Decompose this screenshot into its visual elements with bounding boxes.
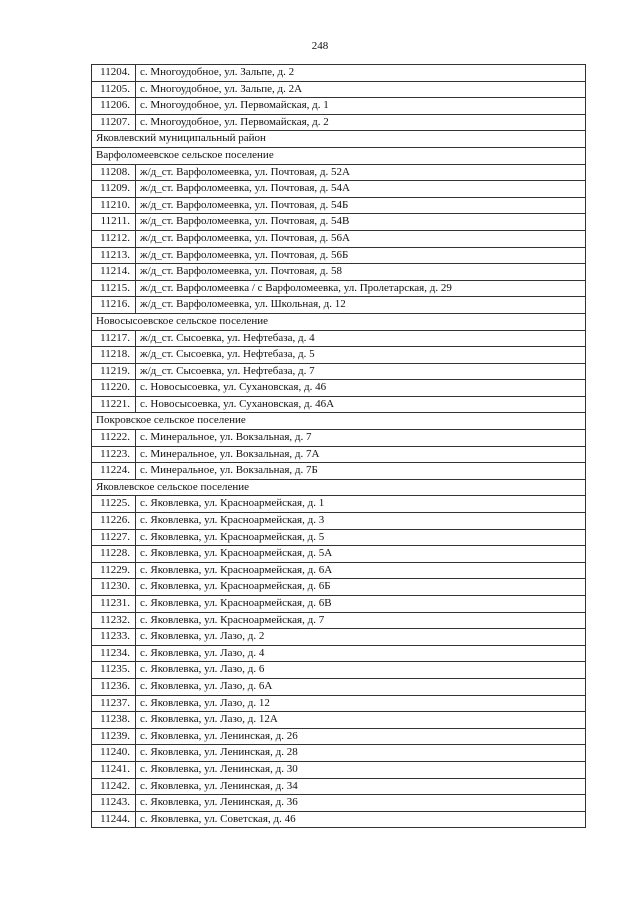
row-number: 11230. — [92, 579, 136, 596]
row-number: 11210. — [92, 197, 136, 214]
row-number: 11220. — [92, 380, 136, 397]
row-address: с. Яковлевка, ул. Красноармейская, д. 7 — [136, 612, 586, 629]
row-number: 11224. — [92, 463, 136, 480]
row-number: 11206. — [92, 98, 136, 115]
table-row — [92, 712, 586, 729]
row-number: 11211. — [92, 214, 136, 231]
row-address: с. Яковлевка, ул. Лазо, д. 12А — [136, 712, 586, 729]
row-address: с. Яковлевка, ул. Красноармейская, д. 6А — [136, 562, 586, 579]
row-number: 11238. — [92, 712, 136, 729]
table-row — [92, 695, 586, 712]
row-address: ж/д_ст. Варфоломеевка, ул. Школьная, д. 12 — [136, 297, 586, 314]
section-header: Яковлевское сельское поселение — [92, 479, 586, 496]
row-number: 11218. — [92, 347, 136, 364]
table-row — [92, 230, 586, 247]
row-address: ж/д_ст. Варфоломеевка, ул. Почтовая, д. 54А — [136, 181, 586, 198]
row-number: 11205. — [92, 81, 136, 98]
row-number: 11208. — [92, 164, 136, 181]
row-address: с. Новосысоевка, ул. Сухановская, д. 46 — [136, 380, 586, 397]
row-address: с. Яковлевка, ул. Красноармейская, д. 5А — [136, 546, 586, 563]
row-address: с. Многоудобное, ул. Зальпе, д. 2А — [136, 81, 586, 98]
row-address: с. Яковлевка, ул. Лазо, д. 6А — [136, 678, 586, 695]
row-address: с. Минеральное, ул. Вокзальная, д. 7 — [136, 430, 586, 447]
row-address: с. Яковлевка, ул. Красноармейская, д. 1 — [136, 496, 586, 513]
row-number: 11235. — [92, 662, 136, 679]
table-row — [92, 297, 586, 314]
row-address: с. Многоудобное, ул. Первомайская, д. 1 — [136, 98, 586, 115]
row-address: с. Яковлевка, ул. Лазо, д. 4 — [136, 645, 586, 662]
table-row — [92, 529, 586, 546]
row-number: 11213. — [92, 247, 136, 264]
section-header: Покровское сельское поселение — [92, 413, 586, 430]
row-number: 11244. — [92, 811, 136, 828]
row-address: с. Яковлевка, ул. Ленинская, д. 34 — [136, 778, 586, 795]
table-row — [92, 396, 586, 413]
row-address: ж/д_ст. Варфоломеевка, ул. Почтовая, д. 54В — [136, 214, 586, 231]
row-number: 11222. — [92, 430, 136, 447]
section-header-row — [92, 313, 586, 330]
row-address: с. Яковлевка, ул. Красноармейская, д. 6В — [136, 596, 586, 613]
table-row — [92, 678, 586, 695]
table-row — [92, 645, 586, 662]
table-row — [92, 380, 586, 397]
row-number: 11204. — [92, 65, 136, 82]
row-address: ж/д_ст. Варфоломеевка, ул. Почтовая, д. 52А — [136, 164, 586, 181]
table-row — [92, 496, 586, 513]
row-address: ж/д_ст. Сысоевка, ул. Нефтебаза, д. 4 — [136, 330, 586, 347]
section-header-row — [92, 413, 586, 430]
table-row — [92, 98, 586, 115]
section-header: Новосысоевское сельское поселение — [92, 313, 586, 330]
row-address: с. Яковлевка, ул. Ленинская, д. 30 — [136, 761, 586, 778]
row-number: 11227. — [92, 529, 136, 546]
row-number: 11221. — [92, 396, 136, 413]
row-number: 11223. — [92, 446, 136, 463]
row-number: 11215. — [92, 280, 136, 297]
row-address: с. Минеральное, ул. Вокзальная, д. 7Б — [136, 463, 586, 480]
row-address: с. Яковлевка, ул. Лазо, д. 12 — [136, 695, 586, 712]
row-number: 11234. — [92, 645, 136, 662]
row-address: ж/д_ст. Сысоевка, ул. Нефтебаза, д. 7 — [136, 363, 586, 380]
row-address: с. Яковлевка, ул. Ленинская, д. 28 — [136, 745, 586, 762]
row-number: 11243. — [92, 795, 136, 812]
table-row — [92, 114, 586, 131]
row-number: 11207. — [92, 114, 136, 131]
row-address: с. Яковлевка, ул. Лазо, д. 6 — [136, 662, 586, 679]
row-number: 11240. — [92, 745, 136, 762]
table-row — [92, 811, 586, 828]
section-header: Яковлевский муниципальный район — [92, 131, 586, 148]
row-number: 11236. — [92, 678, 136, 695]
table-row — [92, 197, 586, 214]
table-row — [92, 247, 586, 264]
row-address: с. Яковлевка, ул. Красноармейская, д. 5 — [136, 529, 586, 546]
table-row — [92, 214, 586, 231]
row-number: 11216. — [92, 297, 136, 314]
row-address: с. Яковлевка, ул. Ленинская, д. 36 — [136, 795, 586, 812]
row-address: ж/д_ст. Варфоломеевка, ул. Почтовая, д. 56А — [136, 230, 586, 247]
row-number: 11214. — [92, 264, 136, 281]
row-number: 11217. — [92, 330, 136, 347]
table-row — [92, 778, 586, 795]
table-row — [92, 330, 586, 347]
row-address: ж/д_ст. Варфоломеевка, ул. Почтовая, д. 56Б — [136, 247, 586, 264]
table-row — [92, 81, 586, 98]
table-row — [92, 363, 586, 380]
row-number: 11241. — [92, 761, 136, 778]
row-number: 11229. — [92, 562, 136, 579]
row-number: 11239. — [92, 728, 136, 745]
row-address: с. Яковлевка, ул. Красноармейская, д. 6Б — [136, 579, 586, 596]
address-table-body — [92, 65, 586, 828]
row-address: с. Минеральное, ул. Вокзальная, д. 7А — [136, 446, 586, 463]
table-row — [92, 596, 586, 613]
table-row — [92, 629, 586, 646]
table-row — [92, 463, 586, 480]
table-row — [92, 181, 586, 198]
table-row — [92, 662, 586, 679]
row-number: 11212. — [92, 230, 136, 247]
row-number: 11226. — [92, 513, 136, 530]
row-number: 11242. — [92, 778, 136, 795]
table-row — [92, 430, 586, 447]
row-address: ж/д_ст. Сысоевка, ул. Нефтебаза, д. 5 — [136, 347, 586, 364]
row-address: с. Яковлевка, ул. Лазо, д. 2 — [136, 629, 586, 646]
table-row — [92, 347, 586, 364]
table-row — [92, 612, 586, 629]
row-address: с. Яковлевка, ул. Ленинская, д. 26 — [136, 728, 586, 745]
row-number: 11232. — [92, 612, 136, 629]
row-number: 11233. — [92, 629, 136, 646]
section-header-row — [92, 147, 586, 164]
section-header: Варфоломеевское сельское поселение — [92, 147, 586, 164]
row-number: 11237. — [92, 695, 136, 712]
row-number: 11209. — [92, 181, 136, 198]
row-number: 11225. — [92, 496, 136, 513]
table-row — [92, 280, 586, 297]
row-address: с. Яковлевка, ул. Красноармейская, д. 3 — [136, 513, 586, 530]
table-row — [92, 546, 586, 563]
row-address: с. Многоудобное, ул. Зальпе, д. 2 — [136, 65, 586, 82]
table-row — [92, 728, 586, 745]
row-address: ж/д_ст. Варфоломеевка, ул. Почтовая, д. 54Б — [136, 197, 586, 214]
row-number: 11231. — [92, 596, 136, 613]
table-row — [92, 446, 586, 463]
table-row — [92, 513, 586, 530]
section-header-row — [92, 131, 586, 148]
table-row — [92, 562, 586, 579]
table-row — [92, 745, 586, 762]
row-address: с. Многоудобное, ул. Первомайская, д. 2 — [136, 114, 586, 131]
table-row — [92, 795, 586, 812]
row-address: с. Новосысоевка, ул. Сухановская, д. 46А — [136, 396, 586, 413]
table-row — [92, 164, 586, 181]
row-number: 11228. — [92, 546, 136, 563]
section-header-row — [92, 479, 586, 496]
address-table — [91, 64, 586, 828]
row-address: ж/д_ст. Варфоломеевка / с Варфоломеевка, ул. Пролетарская, д. 29 — [136, 280, 586, 297]
row-number: 11219. — [92, 363, 136, 380]
table-row — [92, 264, 586, 281]
row-address: ж/д_ст. Варфоломеевка, ул. Почтовая, д. 58 — [136, 264, 586, 281]
table-row — [92, 65, 586, 82]
table-row — [92, 761, 586, 778]
row-address: с. Яковлевка, ул. Советская, д. 46 — [136, 811, 586, 828]
table-row — [92, 579, 586, 596]
page-number: 248 — [311, 40, 329, 52]
